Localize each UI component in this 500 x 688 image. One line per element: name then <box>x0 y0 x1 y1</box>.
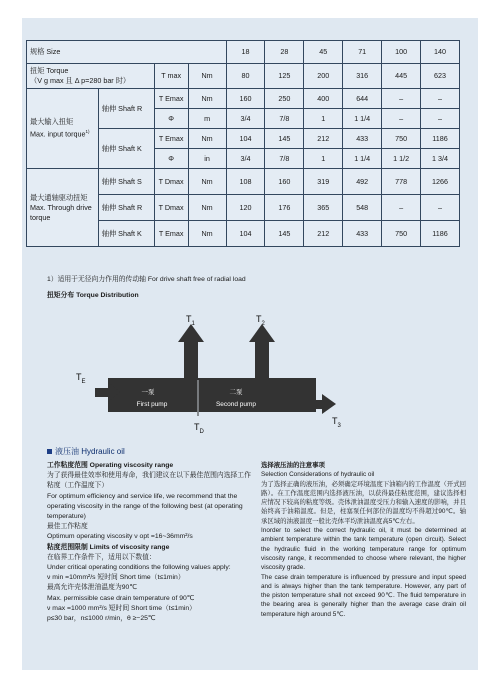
input-value: – <box>382 109 421 129</box>
hydraulic-oil-title-text: 液压油 Hydraulic oil <box>55 447 125 456</box>
second-pump-cn: 二泵 <box>229 389 243 396</box>
torque-value: 80 <box>226 64 265 89</box>
through-value: – <box>382 195 421 221</box>
torque-label <box>27 64 155 89</box>
torque-value: 200 <box>304 64 343 89</box>
input-value: 1 1/4 <box>343 109 382 129</box>
input-r-row-1 <box>27 89 460 109</box>
torque-row <box>27 64 460 89</box>
td-label: $T_D$ <box>194 422 204 435</box>
size-row <box>27 41 460 64</box>
through-value: 492 <box>343 169 382 195</box>
text-line: For optimum efficiency and service life, we recommend that the operating viscosity in the range of the following best (at operating temperature) <box>47 492 243 521</box>
selection-heading: 选择液压油的注意事项 <box>261 462 325 469</box>
through-value: 750 <box>382 221 421 247</box>
selection-subheading: Selection Considerations of hydraulic oil <box>261 471 375 479</box>
selection-paragraph: Inorder to select the correct hydraulic oil, it must be determined at ambient temperature within the tank temperature (open circuit). Select the hydraulic fluid in the working temperature range for optimum viscosity range, it recommended to choose where relevant, the higher viscosity grade. <box>261 527 466 572</box>
through-value: 365 <box>304 195 343 221</box>
through-value: 212 <box>304 221 343 247</box>
torque-value: 623 <box>421 64 460 89</box>
max-through-label-line1: 最大通轴驱动扭矩 <box>30 192 88 202</box>
size-value: 45 <box>304 41 343 64</box>
size-value: 140 <box>421 41 460 64</box>
through-symbol: T Dmax <box>154 169 188 195</box>
selection-column <box>261 461 466 619</box>
size-value: 71 <box>343 41 382 64</box>
through-value: 120 <box>226 195 265 221</box>
input-value: – <box>382 89 421 109</box>
through-symbol: T Emax <box>154 221 188 247</box>
input-unit: Nm <box>188 89 226 109</box>
torque-label-line1: 扭矩 Torque <box>30 66 69 75</box>
input-symbol: Φ <box>154 149 188 169</box>
torque-distribution-heading: 扭矩分布 Torque Distribution <box>47 292 139 299</box>
input-value: – <box>421 89 460 109</box>
input-value: 433 <box>343 129 382 149</box>
hydraulic-oil-title <box>47 446 125 457</box>
input-value: 104 <box>226 129 265 149</box>
input-value: 7/8 <box>265 109 304 129</box>
text-line: Under critical operating conditions the following values apply: <box>47 564 231 572</box>
second-pump-en: Second pump <box>215 401 257 408</box>
size-value: 28 <box>265 41 304 64</box>
input-symbol: T Emax <box>154 89 188 109</box>
input-value: 3/4 <box>226 109 265 129</box>
through-value: – <box>421 195 460 221</box>
input-unit: m <box>188 109 226 129</box>
input-value: 160 <box>226 89 265 109</box>
size-value: 100 <box>382 41 421 64</box>
input-symbol: T Emax <box>154 129 188 149</box>
text-line: 最高允许壳体泄油温度为90℃ <box>47 584 137 592</box>
shaft-k-label: 轴伸 Shaft K <box>98 221 154 247</box>
through-value: 145 <box>265 221 304 247</box>
input-unit: in <box>188 149 226 169</box>
torque-value: 445 <box>382 64 421 89</box>
max-input-label-line1: 最大输入扭矩 <box>30 117 74 127</box>
torque-value: 316 <box>343 64 382 89</box>
text-line: 在临界工作条件下，适用以下数值： <box>47 553 156 561</box>
torque-value: 125 <box>265 64 304 89</box>
input-value: 250 <box>265 89 304 109</box>
through-value: 1266 <box>421 169 460 195</box>
t2-label: $T_2$ <box>256 314 265 327</box>
input-value: 400 <box>304 89 343 109</box>
input-value: 644 <box>343 89 382 109</box>
text-line: 最佳工作粘度 <box>47 523 88 531</box>
size-value: 18 <box>226 41 265 64</box>
through-value: 1186 <box>421 221 460 247</box>
input-value: – <box>421 109 460 129</box>
input-value: 145 <box>265 129 304 149</box>
selection-paragraph: The case drain temperature is influenced by pressure and input speed and is always higher than the tank temperature. However, any part of the piston temperature shall not exceed 90℃. The fluid temperature in the bearing area is generally higher than the average case drain oil temperature high around 5℃. <box>261 573 466 618</box>
shaft-s-label: 轴伸 Shaft S <box>98 169 154 195</box>
first-pump-en: First pump <box>136 401 168 408</box>
through-unit: Nm <box>188 221 226 247</box>
through-value: 104 <box>226 221 265 247</box>
torque-distribution-diagram <box>60 310 350 435</box>
through-row-s <box>27 169 460 195</box>
viscosity-range-heading: 工作粘度范围 Operating viscosity range <box>47 462 174 469</box>
through-unit: Nm <box>188 169 226 195</box>
input-value: 1186 <box>421 129 460 149</box>
text-line: Optimum operating viscosity ν opt =16~36mm²/s <box>47 533 193 541</box>
shaft-r-label: 轴伸 Shaft R <box>98 195 154 221</box>
through-value: 778 <box>382 169 421 195</box>
footnote-mark: 1) <box>85 129 90 135</box>
input-symbol: Φ <box>154 109 188 129</box>
through-symbol: T Dmax <box>154 195 188 221</box>
input-value: 1 <box>304 149 343 169</box>
through-value: 176 <box>265 195 304 221</box>
text-line: Max. permissible case drain temperature of 90℃ <box>47 594 195 602</box>
size-label: 规格 Size <box>27 41 227 64</box>
torque-unit: Nm <box>188 64 226 89</box>
shaft-r-label: 轴伸 Shaft R <box>98 89 154 129</box>
shaft-k-label: 轴伸 Shaft K <box>98 129 154 169</box>
input-value: 750 <box>382 129 421 149</box>
input-value: 1 <box>304 109 343 129</box>
first-pump-cn: 一泵 <box>141 389 155 396</box>
through-value: 319 <box>304 169 343 195</box>
input-value: 212 <box>304 129 343 149</box>
max-input-label <box>27 89 99 169</box>
t3-label: $T_3$ <box>332 416 341 429</box>
table-footnote: 1）适用于无径向力作用的传动轴 For drive shaft free of radial load <box>47 276 246 283</box>
t3-arrow-head <box>322 394 336 414</box>
input-value: 1 1/4 <box>343 149 382 169</box>
selection-paragraph: 为了选择正确的液压油，必须确定环境温度下油箱内的工作温度（开式回路）。在工作温度范围内选择液压油，以获得最佳粘度范围，建议选择相应情况下较高的粘度等级。壳体泄油温度受压力和输入速度的影响，并且始终高于油箱温度。但是，柱塞泵任何部位的温度均不得超过90℃。轴承区域的油液温度一般比壳体平均泄油温度高5℃左右。 <box>261 480 466 525</box>
t1-label: $T_1$ <box>186 314 195 327</box>
input-value: 7/8 <box>265 149 304 169</box>
through-unit: Nm <box>188 195 226 221</box>
torque-symbol: T max <box>154 64 188 89</box>
section-square-icon <box>47 449 52 454</box>
max-through-label-line2: Max. Through drive torque <box>30 202 92 222</box>
input-value: 3/4 <box>226 149 265 169</box>
input-value: 1 1/2 <box>382 149 421 169</box>
through-value: 548 <box>343 195 382 221</box>
max-input-label-line2 <box>30 127 95 139</box>
through-value: 160 <box>265 169 304 195</box>
viscosity-limits-heading: 粘度范围限制 Limits of viscosity range <box>47 543 170 551</box>
specification-table <box>26 40 460 247</box>
input-unit: Nm <box>188 129 226 149</box>
viscosity-column <box>47 461 252 624</box>
text-line: 为了获得最佳效率和使用寿命，我们建议在以下最佳范围内选择工作粘度（工作温度下） <box>47 472 251 490</box>
text-line: ν min =10mm²/s 短时间 Short time（t≤1min） <box>47 574 185 582</box>
through-value: 433 <box>343 221 382 247</box>
input-value: 1 3/4 <box>421 149 460 169</box>
text-line: p≤30 bar，n≤1000 r/min，θ ≥−25℃ <box>47 615 156 623</box>
te-label: $T_E$ <box>76 372 86 385</box>
text-line: ν max =1000 mm²/s 短时间 Short time（t≤1min） <box>47 604 196 612</box>
max-input-label-en: Max. input torque <box>30 129 86 139</box>
through-value: 108 <box>226 169 265 195</box>
torque-label-line2: （V g max 且 Δ p=280 bar 时） <box>30 76 131 85</box>
max-through-label <box>27 169 99 247</box>
